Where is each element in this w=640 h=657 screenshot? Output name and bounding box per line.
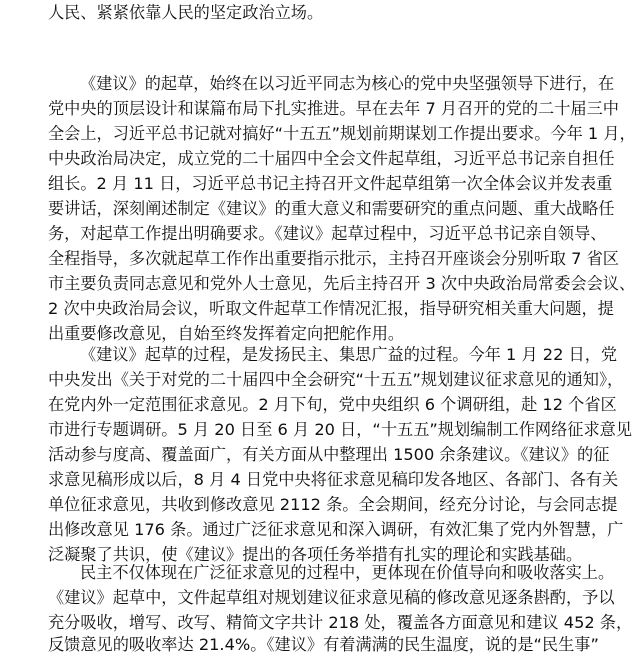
paragraph-line: 中央发出《关于对党的二十届四中全会研究“十五五”规划建议征求意见的通知》，	[48, 370, 624, 389]
paragraph-line: 《建议》起草的过程，是发扬民主、集思广益的过程。今年 1 月 22 日，党	[80, 345, 618, 364]
paragraph-line: 人民、紧紧依靠人民的坚定政治立场。	[48, 3, 324, 22]
paragraph-line: 单位征求意见，共收到修改意见 2112 条。全会期间，经充分讨论，与会同志提	[48, 495, 618, 514]
paragraph-line: 《建议》的起草，始终在以习近平同志为核心的党中央坚强领导下进行，在	[80, 74, 615, 93]
paragraph-line: 全程指导，多次就起草工作作出重要指示批示，主持召开座谈会分别听取 7 省区	[48, 249, 619, 268]
paragraph-line: 反馈意见的吸收率达 21.4%。《建议》有着满满的民生温度，说的是“民生事”	[48, 635, 599, 654]
paragraph-line: 充分吸收，增写、改写、精简文字共计 218 处，覆盖各方面意见和建议 452 条，	[48, 613, 633, 632]
paragraph-line: 泛凝聚了共识，使《建议》提出的各项任务举措有扎实的理论和实践基础。	[48, 545, 583, 564]
paragraph-line: 市主要负责同志意见和党外人士意见，先后主持召开 3 次中央政治局常委会会议、	[48, 274, 636, 293]
paragraph-line: 出修改意见 176 条。通过广泛征求意见和深入调研，有效汇集了党内外智慧，广	[48, 520, 624, 539]
paragraph-line: 出重要修改意见，自始至终发挥着定向把舵作用。	[48, 324, 405, 343]
paragraph-line: 《建议》起草中，文件起草组对规划建议征求意见稿的修改意见逐条斟酌，予以	[48, 588, 615, 607]
paragraph-line: 求意见稿形成以后，8 月 4 日党中央将征求意见稿印发各地区、各部门、各有关	[48, 470, 619, 489]
paragraph-line: 在党内外一定范围征求意见。2 月下旬，党中央组织 6 个调研组，赴 12 个省区	[48, 395, 617, 414]
paragraph-line: 务，对起草工作提出明确要求。《建议》起草过程中，习近平总书记亲自领导、	[48, 224, 607, 243]
paragraph-line: 2 次中央政治局会议，听取文件起草工作情况汇报，指导研究相关重大问题，提	[48, 299, 614, 318]
paragraph-line: 全会上，习近平总书记就对搞好“十五五”规划前期谋划工作提出要求。今年 1 月，	[48, 124, 636, 143]
paragraph-line: 党中央的顶层设计和谋篇布局下扎实推进。早在去年 7 月召开的党的二十届三中	[48, 99, 619, 118]
paragraph-line: 组长。2 月 11 日，习近平总书记主持召开文件起草组第一次全体会议并发表重	[48, 174, 613, 193]
paragraph-line: 市进行专题调研。5 月 20 日至 6 月 20 日，“十五五”规划编制工作网络征求意见	[48, 420, 633, 439]
paragraph-line: 活动参与度高、覆盖面广，有关方面从中整理出 1500 余条建议。《建议》的征	[48, 445, 610, 464]
paragraph-line: 民主不仅体现在广泛征求意见的过程中，更体现在价值导向和吸收落实上。	[80, 563, 615, 582]
paragraph-line: 中央政治局决定，成立党的二十届四中全会文件起草组，习近平总书记亲自担任	[48, 149, 615, 168]
paragraph-line: 要讲话，深刻阐述制定《建议》的重大意义和需要研究的重点问题、重大战略任	[48, 199, 615, 218]
